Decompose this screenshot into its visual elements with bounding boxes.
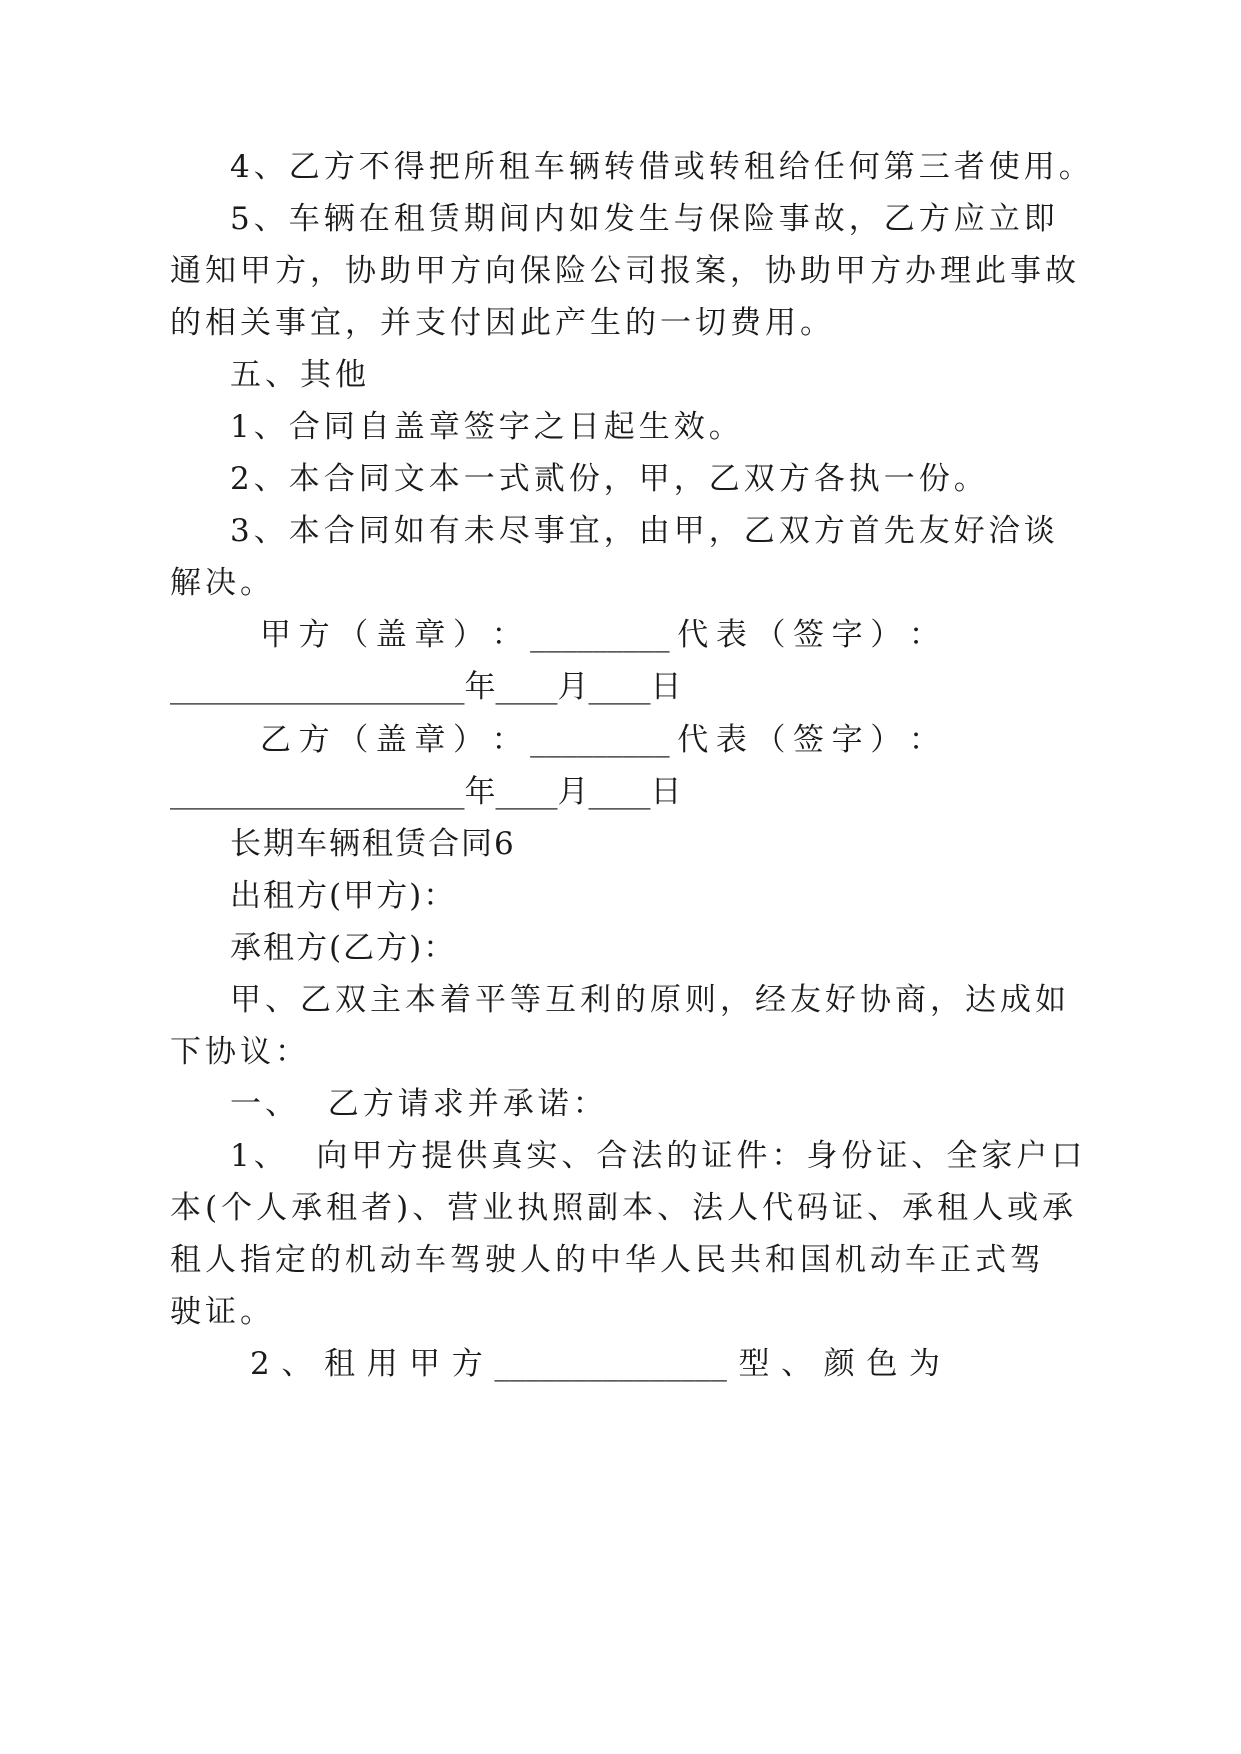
clause-4-line: 4、乙方不得把所租车辆转借或转租给任何第三者使用。 xyxy=(230,149,1094,185)
preamble-line-2: 下协议： xyxy=(170,1034,310,1070)
promise-1-line-2: 本(个人承租者)、营业执照副本、法人代码证、承租人或承 xyxy=(170,1190,1078,1226)
promise-1-line-1: 1、 向甲方提供真实、合法的证件：身份证、全家户口 xyxy=(230,1138,1087,1174)
other-clause-3-line-1: 3、本合同如有未尽事宜，由甲，乙双方首先友好洽谈 xyxy=(230,513,1059,549)
preamble-line-1: 甲、乙双主本着平等互利的原则，经友好协商，达成如 xyxy=(230,982,1070,1018)
lessor-line: 出租方(甲方)： xyxy=(230,878,457,914)
promise-1-line-3: 租人指定的机动车驾驶人的中华人民共和国机动车正式驾 xyxy=(170,1242,1045,1278)
contract-title: 长期车辆租赁合同6 xyxy=(230,826,516,862)
clause-5-line-2: 通知甲方，协助甲方向保险公司报案，协助甲方办理此事故 xyxy=(170,253,1080,289)
other-clause-2: 2、本合同文本一式贰份，甲，乙双方各执一份。 xyxy=(230,461,989,497)
promise-2-line-1: 2 、 租 用 甲 方 _______________ 型 、 颜 色 为 xyxy=(250,1346,940,1382)
section-heading-other: 五、其他 xyxy=(230,357,370,393)
party-b-date-line: ___________________年____月____日 xyxy=(170,774,682,810)
party-a-date-line: ___________________年____月____日 xyxy=(170,669,682,705)
other-clause-3-line-2: 解决。 xyxy=(170,565,275,601)
party-b-signature-line: 乙 方 （ 盖 章 ） ： _________ 代 表 （ 签 字 ） ： xyxy=(260,722,940,758)
party-a-signature-line: 甲 方 （ 盖 章 ） ： _________ 代 表 （ 签 字 ） ： xyxy=(260,617,940,653)
clause-5-line-3: 的相关事宜，并支付因此产生的一切费用。 xyxy=(170,305,835,341)
other-clause-1: 1、合同自盖章签字之日起生效。 xyxy=(230,409,744,445)
section-heading-lessee-promises: 一、 乙方请求并承诺： xyxy=(230,1086,608,1122)
clause-5-line-1: 5、车辆在租赁期间内如发生与保险事故，乙方应立即 xyxy=(230,201,1059,237)
promise-1-line-4: 驶证。 xyxy=(170,1294,275,1330)
lessee-line: 承租方(乙方)： xyxy=(230,930,457,966)
